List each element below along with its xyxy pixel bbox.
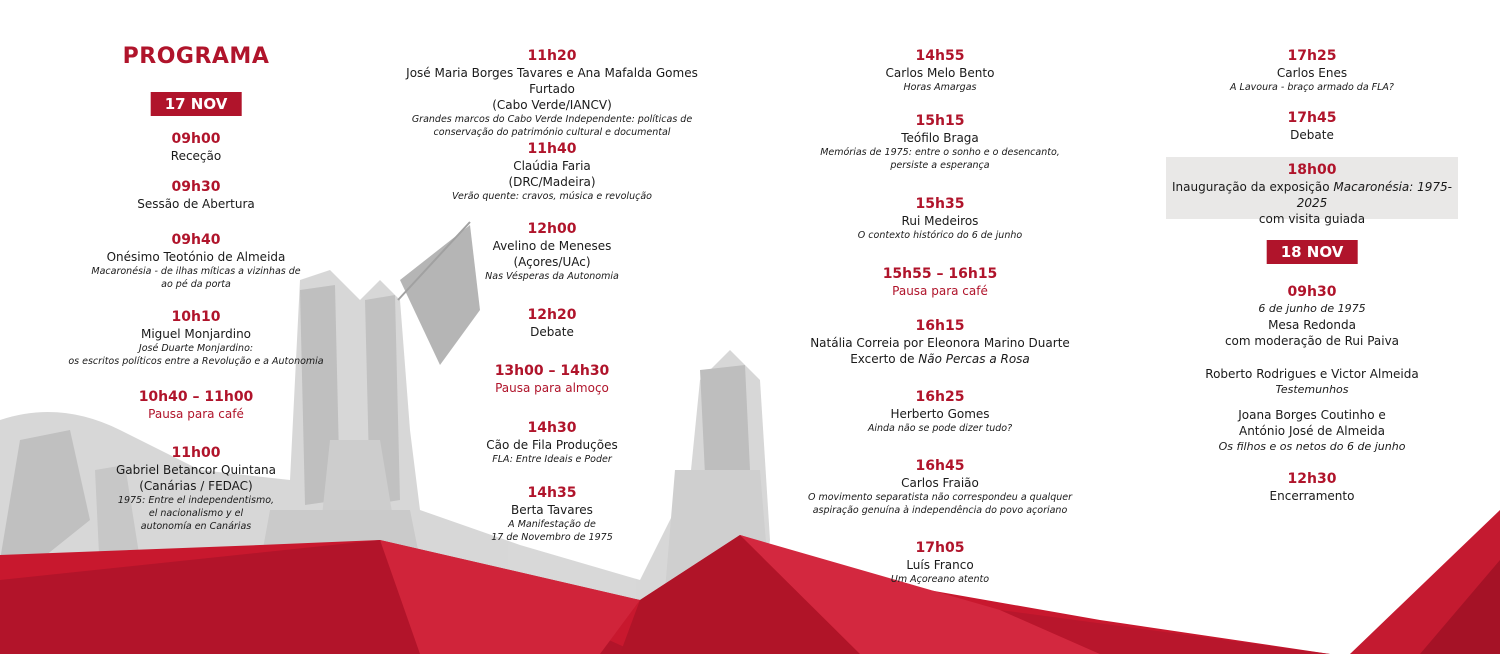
session-time: 18h00 — [1287, 162, 1337, 178]
session-time: 16h25 — [915, 389, 965, 405]
session-1745 — [1160, 110, 1464, 143]
session-time: 09h30 — [1287, 284, 1337, 300]
session-0930-round-table — [1160, 284, 1464, 349]
session-1100 — [46, 445, 346, 533]
session-time: 09h30 — [171, 179, 221, 195]
session-1200 — [384, 221, 720, 283]
session-time: 13h00 – 14h30 — [494, 363, 610, 379]
session-1725 — [1160, 48, 1464, 94]
session-1220 — [384, 307, 720, 340]
session-time: 12h20 — [527, 307, 577, 323]
session-title: Debate — [1290, 128, 1334, 142]
session-0930 — [46, 179, 346, 212]
session-title: Debate — [530, 325, 574, 339]
talk-title: conservação do património cultural e documental — [433, 127, 671, 138]
speaker-name: Claúdia Faria — [513, 159, 591, 173]
talk-title: Horas Amargas — [903, 82, 977, 93]
session-time: 15h35 — [915, 196, 965, 212]
panel-topic: Testemunhos — [1275, 383, 1349, 396]
speaker-name: Carlos Enes — [1276, 66, 1348, 80]
session-time: 14h55 — [915, 48, 965, 64]
session-title: Sessão de Abertura — [137, 197, 255, 211]
talk-title: 17 de Novembro de 1975 — [491, 532, 613, 543]
exhibition-title — [1166, 179, 1458, 211]
speaker-name: Berta Tavares — [511, 503, 593, 517]
talk-title: el nacionalismo y el — [148, 508, 244, 519]
session-time: 09h00 — [171, 131, 221, 147]
session-time: 12h30 — [1287, 471, 1337, 487]
break-label: Pausa para café — [148, 407, 244, 421]
speaker-name: Avelino de Meneses — [492, 239, 612, 253]
session-time: 17h45 — [1287, 110, 1337, 126]
moderator: com moderação de Rui Paiva — [1224, 334, 1400, 348]
speaker-name: Herberto Gomes — [890, 407, 990, 421]
panelists: António José de Almeida — [1238, 424, 1386, 438]
talk-title: ao pé da porta — [161, 279, 231, 290]
talk-title: Um Açoreano atento — [890, 574, 990, 585]
session-time: 17h05 — [915, 540, 965, 556]
exhibition-note: com visita guiada — [1258, 212, 1366, 226]
panel-testimonies — [1160, 366, 1464, 398]
session-1625 — [790, 389, 1090, 435]
page-title: PROGRAMA — [122, 44, 270, 69]
session-title: Receção — [170, 149, 222, 163]
talk-title: autonomía en Canárias — [140, 521, 252, 532]
talk-title: os escritos políticos entre a Revolução e a Autonomia — [68, 356, 324, 367]
talk-title: 1975: Entre el independentismo, — [117, 495, 275, 506]
talk-title: aspiração genuína à independência do povo açoriano — [812, 505, 1068, 516]
speaker-name: Carlos Fraião — [901, 476, 979, 490]
session-time: 16h15 — [915, 318, 965, 334]
speaker-name: Rui Medeiros — [901, 214, 979, 228]
talk-title: Grandes marcos do Cabo Verde Independente: políticas de — [411, 114, 693, 125]
session-0940 — [46, 232, 346, 291]
talk-title: persiste a esperança — [890, 160, 990, 171]
speaker-name: Onésimo Teotónio de Almeida — [106, 250, 286, 264]
speaker-affiliation: (Canárias / FEDAC) — [139, 479, 253, 493]
talk-title: O contexto histórico do 6 de junho — [857, 230, 1023, 241]
session-1430 — [384, 420, 720, 466]
exhibition-prefix: Inauguração da exposição — [1171, 180, 1334, 194]
speaker-name: Natália Correia por Eleonora Marino Duarte — [810, 336, 1070, 350]
speaker-name: Cão de Fila Produções — [486, 438, 618, 452]
session-1800 — [1166, 162, 1458, 227]
session-1455 — [790, 48, 1090, 94]
session-title: Encerramento — [1269, 489, 1355, 503]
session-time: 14h35 — [527, 485, 577, 501]
session-1140 — [384, 141, 720, 203]
session-1010 — [46, 309, 346, 368]
excerpt-prefix: Excerto de — [850, 352, 919, 366]
speaker-name: Luís Franco — [906, 558, 974, 572]
panelists: Joana Borges Coutinho e — [1238, 408, 1386, 422]
break-label: Pausa para almoço — [495, 381, 609, 395]
round-table-theme: 6 de junho de 1975 — [1258, 302, 1366, 315]
talk-title: Verão quente: cravos, música e revolução — [452, 191, 652, 202]
session-0900 — [46, 131, 346, 164]
speaker-affiliation: (DRC/Madeira) — [508, 175, 596, 189]
talk-title: A Manifestação de — [508, 519, 596, 530]
session-1705 — [790, 540, 1090, 586]
talk-title: A Lavoura - braço armado da FLA? — [1230, 82, 1394, 93]
session-1300-lunch — [384, 363, 720, 396]
speaker-name: Teófilo Braga — [901, 131, 979, 145]
session-1615 — [790, 318, 1090, 367]
break-label: Pausa para café — [892, 284, 988, 298]
session-1230 — [1160, 471, 1464, 504]
session-time: 14h30 — [527, 420, 577, 436]
session-1535 — [790, 196, 1090, 242]
day-badge-17-nov: 17 NOV — [151, 92, 242, 116]
panel-topic: Os filhos e os netos do 6 de junho — [1218, 440, 1406, 453]
talk-title: Nas Vésperas da Autonomia — [485, 271, 619, 282]
session-time: 09h40 — [171, 232, 221, 248]
day-badge-18-nov: 18 NOV — [1267, 240, 1358, 264]
session-1120 — [384, 48, 720, 139]
speaker-name: José Maria Borges Tavares e Ana Mafalda Gomes Furtado — [406, 66, 698, 96]
session-1645 — [790, 458, 1090, 517]
session-1435 — [384, 485, 720, 544]
panelists: Roberto Rodrigues e Victor Almeida — [1205, 367, 1419, 381]
session-time: 12h00 — [527, 221, 577, 237]
performance-title — [790, 351, 1090, 367]
talk-title: Macaronésia - de ilhas míticas a vizinhas de — [91, 266, 301, 277]
speaker-affiliation: (Cabo Verde/IANCV) — [492, 98, 612, 112]
session-time: 10h40 – 11h00 — [138, 389, 254, 405]
talk-title: Memórias de 1975: entre o sonho e o desencanto, — [820, 147, 1060, 158]
session-time: 17h25 — [1287, 48, 1337, 64]
session-1555-break — [790, 266, 1090, 299]
session-time: 16h45 — [915, 458, 965, 474]
excerpt-title: Não Percas a Rosa — [918, 352, 1030, 366]
session-1040-break — [46, 389, 346, 422]
talk-title: Ainda não se pode dizer tudo? — [867, 423, 1013, 434]
session-time: 15h55 – 16h15 — [882, 266, 998, 282]
session-1515 — [790, 113, 1090, 172]
session-time: 11h00 — [171, 445, 221, 461]
session-time: 15h15 — [915, 113, 965, 129]
speaker-name: Miguel Monjardino — [140, 327, 252, 341]
talk-title: FLA: Entre Ideais e Poder — [492, 454, 612, 465]
exhibition-name: Macaronésia: 1975-2025 — [1296, 180, 1453, 210]
session-time: 11h40 — [527, 141, 577, 157]
session-title: Mesa Redonda — [1268, 318, 1356, 332]
speaker-name: Carlos Melo Bento — [885, 66, 995, 80]
session-time: 11h20 — [527, 48, 577, 64]
speaker-name: Gabriel Betancor Quintana — [115, 463, 277, 477]
talk-title: O movimento separatista não correspondeu a qualquer — [807, 492, 1072, 503]
panel-children — [1160, 407, 1464, 455]
session-time: 10h10 — [171, 309, 221, 325]
talk-title: José Duarte Monjardino: — [138, 343, 254, 354]
speaker-affiliation: (Açores/UAc) — [513, 255, 591, 269]
exhibition-highlight-box — [1166, 157, 1458, 226]
